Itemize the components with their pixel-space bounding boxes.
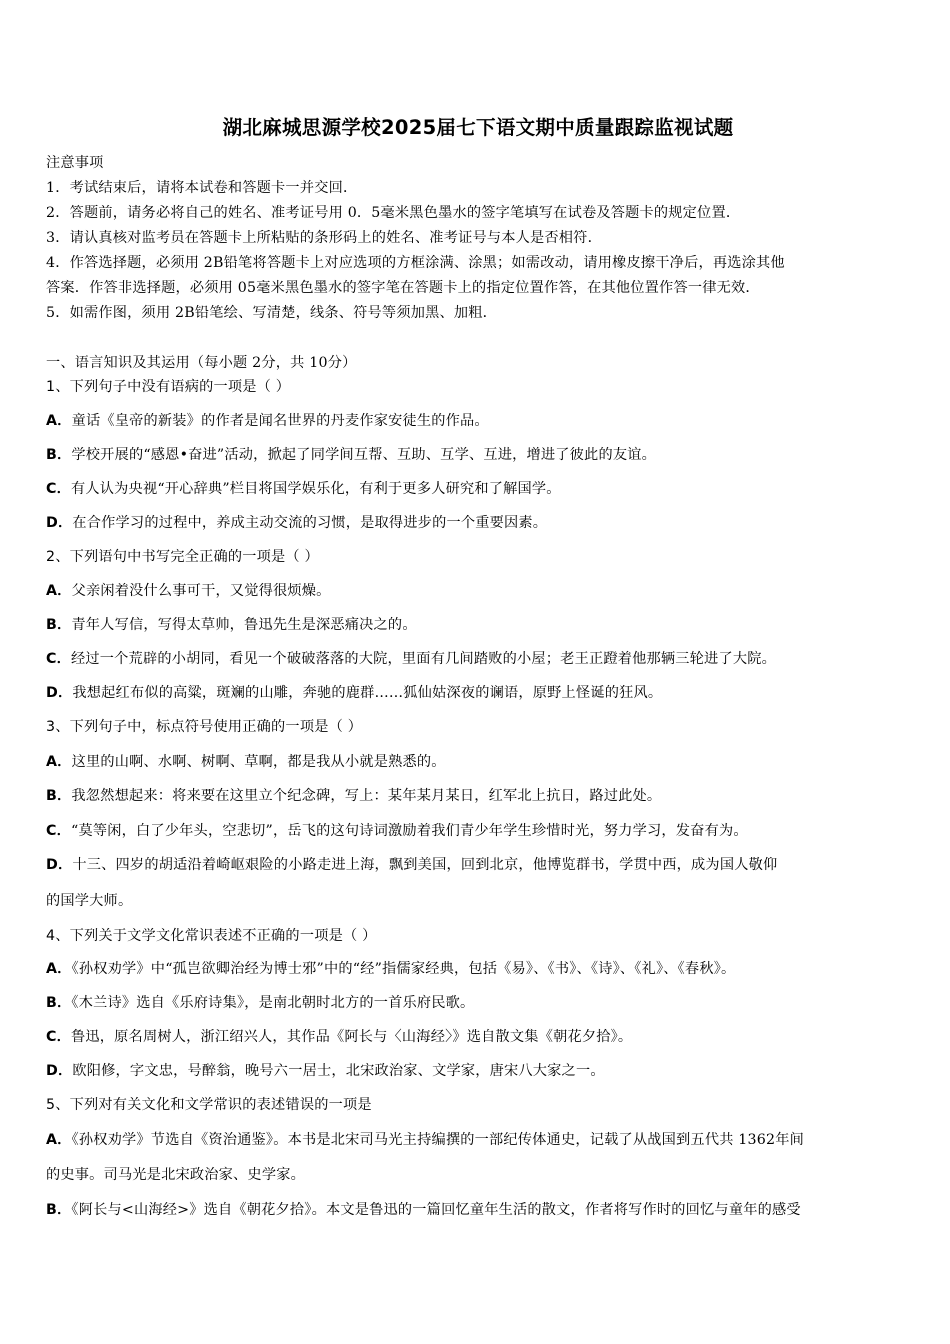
- notice-item: 5．如需作图，须用 2B铅笔绘、写清楚，线条、符号等须加黑、加粗．: [46, 305, 498, 321]
- exam-title: 湖北麻城思源学校2025届七下语文期中质量跟踪监视试题: [222, 116, 734, 139]
- option-a: A．《孙权劝学》节选自《资治通鉴》。本书是北宋司马光主持编撰的一部纪传体通史，记载了从战国到五代共 1362年间: [46, 1132, 804, 1148]
- option-b: B．《木兰诗》选自《乐府诗集》，是南北朝时北方的一首乐府民歌。: [46, 995, 475, 1011]
- notice-item: 2．答题前，请务必将自己的姓名、准考证号用 0．5毫米黑色墨水的签字笔填写在试卷及答题卡的规定位置．: [46, 205, 741, 221]
- option-c: C．经过一个荒辟的小胡同，看见一个破破落落的大院，里面有几间踏败的小屋；老王正蹬着他那辆三轮进了大院。: [46, 651, 776, 667]
- question-stem: 4、下列关于文学文化常识表述不正确的一项是（ ）: [46, 928, 377, 944]
- notice-item: 3．请认真核对监考员在答题卡上所粘贴的条形码上的姓名、准考证号与本人是否相符．: [46, 230, 602, 246]
- option-a: A．《孙权劝学》中“孤岂欲卿治经为博士邪”中的“经”指儒家经典，包括《易》、《书》、《诗》、《礼》、《春秋》。: [46, 961, 736, 977]
- notice-item: 1．考试结束后，请将本试卷和答题卡一并交回．: [46, 180, 358, 196]
- option-b: B．青年人写信，写得太草帅，鲁迅先生是深恶痛决之的。: [46, 617, 417, 633]
- option-c: C．“莫等闲，白了少年头，空悲切”，岳飞的这句诗词激励着我们青少年学生珍惜时光，努力学习，发奋有为。: [46, 823, 748, 839]
- question-stem: 2、下列语句中书写完全正确的一项是（ ）: [46, 549, 319, 565]
- option-d: D．在合作学习的过程中，养成主动交流的习惯，是取得进步的一个重要因素。: [46, 515, 548, 531]
- option-a: A．这里的山啊、水啊、树啊、草啊，都是我从小就是熟悉的。: [46, 754, 446, 770]
- option-a: A．童话《皇帝的新装》的作者是闻名世界的丹麦作家安徒生的作品。: [46, 413, 489, 429]
- option-c: C．有人认为央视“开心辞典”栏目将国学娱乐化，有利于更多人研究和了解国学。: [46, 481, 561, 497]
- option-b: B．我忽然想起来：将来要在这里立个纪念碑，写上：某年某月某日，红军北上抗日，路过此处。: [46, 788, 662, 804]
- option-d: D．十三、四岁的胡适沿着崎岖艰险的小路走进上海，飘到美国，回到北京，他博览群书，学贯中西，成为国人敬仰: [46, 857, 778, 873]
- question-stem: 5、下列对有关文化和文学常识的表述错误的一项是: [46, 1097, 372, 1113]
- option-b: B．学校开展的“感恩•奋进”活动，掀起了同学间互帮、互助、互学、互进，增进了彼此的友谊。: [46, 447, 656, 463]
- option-a: A．父亲闲着没什么事可干，又觉得很烦燥。: [46, 583, 331, 599]
- option-d: D．欧阳修，字文忠，号醉翁，晚号六一居士，北宋政治家、文学家，唐宋八大家之一。: [46, 1063, 605, 1079]
- notice-item: 答案．作答非选择题，必须用 05毫米黑色墨水的签字笔在答题卡上的指定位置作答，在其他位置作答一律无效．: [46, 280, 760, 296]
- option-d: D．我想起红布似的高粱，斑斓的山雕，奔驰的鹿群……狐仙姑深夜的谰语，原野上怪诞的狂风。: [46, 685, 663, 701]
- section-heading: 一、语言知识及其运用（每小题 2分，共 10分）: [46, 355, 357, 371]
- notice-heading: 注意事项: [46, 155, 104, 171]
- notice-item: 4．作答选择题，必须用 2B铅笔将答题卡上对应选项的方框涂满、涂黑；如需改动，请用橡皮擦干净后，再选涂其他: [46, 255, 785, 271]
- question-stem: 3、下列句子中，标点符号使用正确的一项是（ ）: [46, 719, 363, 735]
- option-d-continued: 的国学大师。: [46, 893, 133, 909]
- option-a-continued: 的史事。司马光是北宋政治家、史学家。: [46, 1167, 305, 1183]
- question-stem: 1、下列句子中没有语病的一项是（ ）: [46, 379, 291, 395]
- option-c: C．鲁迅，原名周树人，浙江绍兴人，其作品《阿长与〈山海经〉》选自散文集《朝花夕拾》。: [46, 1029, 633, 1045]
- option-b: B．《阿长与<山海经>》选自《朝花夕拾》。本文是鲁迅的一篇回忆童年生活的散文，作者将写作时的回忆与童年的感受: [46, 1202, 801, 1218]
